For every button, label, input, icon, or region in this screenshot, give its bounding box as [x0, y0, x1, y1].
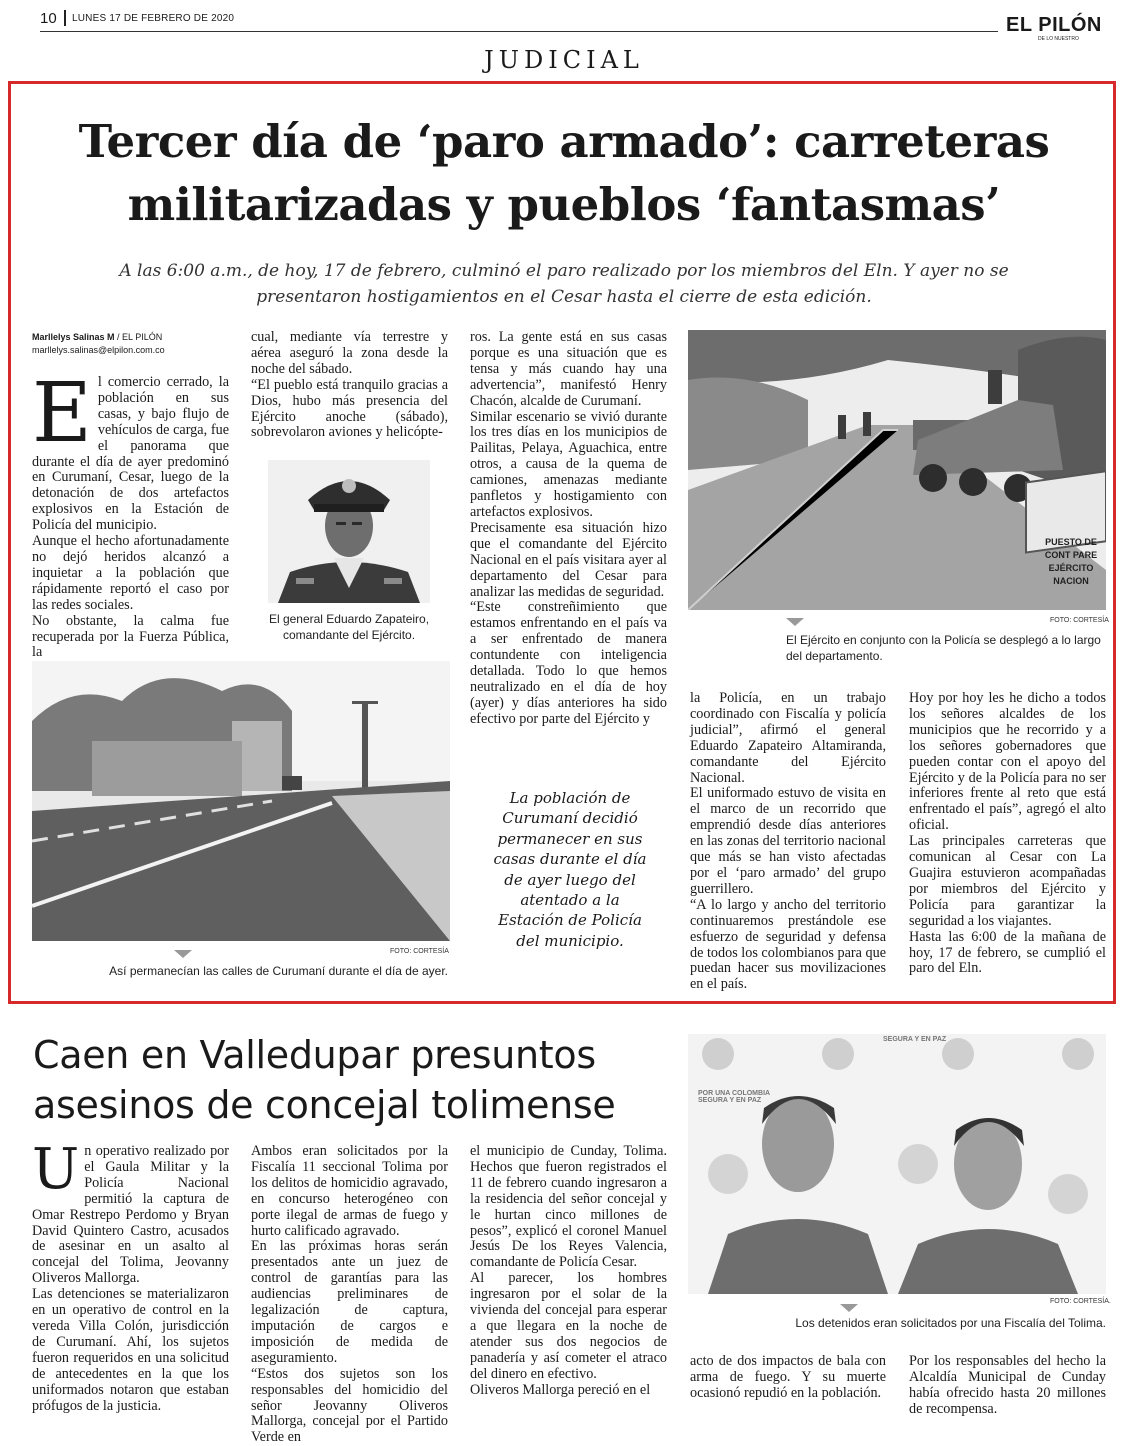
paragraph: Por los responsables del hecho la Alcaldía Municipal de Cunday había ofrecido hasta 20 millones de recompensa. — [909, 1353, 1106, 1417]
newspaper-logo: EL PILÓN — [1006, 14, 1102, 36]
paragraph: la Policía, en un trabajo coordinado con Fiscalía y policía judicial”, afirmó el general Eduardo Zapateiro Altamiranda, comandante del Ejército Nacional. — [690, 690, 886, 786]
article2-column-4 — [690, 1354, 886, 1402]
byline-name: Marllelys Salinas M — [32, 332, 115, 342]
paragraph: “El pueblo está tranquilo gracias a Dios, hubo más presencia del Ejército anoche (sábado), sobrevolaron aviones y helicópte- — [251, 376, 448, 441]
paragraph: el municipio de Cunday, Tolima. Hechos que fueron registrados el 11 de febrero cuando ingresaron a la residencia del señor concejal y le hurtan cinco millones de pesos”, explicó el coronel Manuel Jesús De los Reyes Valencia, comandante de Policía Cesar. — [470, 1143, 667, 1271]
paragraph: “A lo largo y ancho del territorio continuaremos prestándole ese esfuerzo de seguridad y defensa de todos los colombianos para que puedan hacer sus movilizaciones en el país. — [690, 896, 886, 993]
byline-outlet: / EL PILÓN — [114, 332, 163, 342]
detainees-illustration — [688, 1034, 1106, 1294]
military-photo-caption: El Ejército en conjunto con la Policía se desplegó a lo largo del departamento. — [786, 633, 1101, 663]
dropcap: E — [32, 366, 92, 461]
general-portrait-illustration — [268, 460, 430, 603]
byline-email: marllelys.salinas@elpilon.com.co — [32, 345, 165, 355]
paragraph: Las detenciones se materializaron en un operativo de control en la vereda Villa Colón, jurisdicción de Curumaní. Ahí, los sujetos fueron requeridos en una solicitud de antecedentes en la que los uniformados notaron que estaban prófugos de la justicia. — [32, 1286, 229, 1414]
paragraph: Similar escenario se vivió durante los tres días en los municipios de Pailitas, Pelaya, Aguachica, entre otros, a causa de la quema de camiones, amenazas mediante panfletos y hostigamiento con artefactos explosivos. — [470, 408, 667, 520]
street-scene-illustration — [32, 661, 450, 941]
photo-credit: FOTO: CORTESÍA. — [1050, 1298, 1111, 1305]
article2-column-5 — [909, 1354, 1106, 1418]
paragraph: Las principales carreteras que comunican al Cesar con La Guajira estuvieron acompañadas por miembros del Ejército y Policía para garantizar la seguridad a los viajantes. — [909, 833, 1106, 929]
pull-quote: La población de Curumaní decidió permanecer en sus casas durante el día de ayer luego del atentado a la Estación de Policía del municipio. — [493, 789, 647, 950]
article2-headline — [33, 1030, 673, 1130]
dropcap: U — [32, 1137, 80, 1202]
headline-line-1: Caen en Valledupar presuntos — [33, 1033, 596, 1077]
page-number: 10 — [40, 10, 57, 27]
article1-column-5 — [909, 691, 1106, 977]
newspaper-tagline: DE LO NUESTRO — [1038, 36, 1079, 42]
photo-credit: FOTO: CORTESÍA — [1050, 617, 1109, 624]
paragraph: ros. La gente está en sus casas porque es una situación que es tensa y más cuando hay una advertencia”, manifestó Henry Chacón, alcalde de Curumaní. — [470, 329, 667, 409]
paragraph: “Este constreñimiento que estamos enfrentando en el país va a ser enfrentado de manera contundente con inteligencia detallada. Todo lo que hemos neutralizado en el día de hoy (ayer) y días anteriores ha sido efectivo por parte del Ejército y — [470, 599, 667, 727]
paragraph: No obstante, la calma fue recuperada por la Fuerza Pública, la — [32, 612, 229, 661]
article1-deck — [40, 258, 1088, 310]
article1-column-3 — [470, 330, 667, 728]
paragraph: l comercio cerrado, la población en sus casas, y bajo flujo de vehículos de carga, fue el panorama que durante el día de ayer predominó en Curumaní, Cesar, luego de la detonación de dos artefactos explosivos en la Estación de Policía del municipio. — [32, 374, 229, 534]
general-photo-caption: El general Eduardo Zapateiro, comandante del Ejército. — [268, 612, 430, 642]
article1-headline — [20, 110, 1108, 236]
paragraph: Oliveros Mallorga pereció en el — [470, 1381, 651, 1398]
paragraph: El uniformado estuvo de visita en el marco de un recorrido que emprendió desde días anteriores en las zonas del territorio nacional que más se han visto afectadas por el ‘paro armado’ del grupo guerrillero. — [690, 785, 886, 897]
curumani-street-photo — [32, 661, 450, 941]
military-road-photo — [688, 330, 1106, 610]
headline-line-2: militarizadas y pueblos ‘fantasmas’ — [127, 178, 1001, 231]
deck-line-2: presentaron hostigamientos en el Cesar hasta el cierre de esta edición. — [256, 287, 872, 307]
backdrop-text: SEGURA Y EN PAZ — [883, 1036, 947, 1043]
paragraph: Precisamente esa situación hizo que el comandante del Ejército Nacional en el país visitara ayer al departamento del Cesar para analizar las medidas de seguridad. — [470, 519, 667, 600]
photo-credit: FOTO: CORTESÍA — [390, 948, 449, 955]
headline-line-2: asesinos de concejal tolimense — [33, 1083, 616, 1127]
article2-column-2 — [251, 1144, 448, 1446]
headline-line-1: Tercer día de ‘paro armado’: carreteras — [78, 115, 1050, 168]
paragraph: Al parecer, los hombres ingresaron por el solar de la vivienda del concejal para esperar a que llegara en la noche de atender sus dos negocios de panadería y así cometer el atraco del dinero en efectivo. — [470, 1270, 667, 1382]
issue-date: LUNES 17 DE FEBRERO DE 2020 — [72, 13, 235, 24]
checkpoint-sign: PUESTO DE CONT PARE EJÉRCITO NACION — [1044, 537, 1098, 586]
caption-arrow-icon — [786, 618, 804, 626]
header-rule — [40, 31, 998, 32]
paragraph: Aunque el hecho afortunadamente no dejó heridos alcanzó a inquietar a la población que rápidamente reportó el caso por las redes sociales. — [32, 533, 229, 613]
backdrop-text: POR UNA COLOMBIA SEGURA Y EN PAZ — [698, 1090, 770, 1104]
street-photo-caption: Así permanecían las calles de Curumaní durante el día de ayer. — [109, 964, 448, 978]
article1-column-2 — [251, 330, 448, 441]
paragraph: acto de dos impactos de bala con arma de fuego. Y su muerte ocasionó repudió en la población. — [690, 1353, 886, 1401]
paragraph: n operativo realizado por el Gaula Militar y la Policía Nacional permitió la captura de Omar Restrepo Perdomo y Bryan David Quintero Castro, acusados de asesinar en un asalto al concejal del Tolima, Jeovanny Oliveros Mallorga. — [32, 1143, 229, 1287]
paragraph: Hoy por hoy les he dicho a todos los señores alcaldes de los municipios que he recorrido y a los señores gobernadores que pueden contar con el apoyo del Ejército y de la Policía para no ser inferiores frente al reto que está enfrentado el país”, agregó el alto oficial. — [909, 690, 1106, 834]
detainees-photo-caption: Los detenidos eran solicitados por una Fiscalía del Tolima. — [795, 1316, 1106, 1330]
article1-column-4 — [690, 691, 886, 993]
deck-line-1: A las 6:00 a.m., de hoy, 17 de febrero, culminó el paro realizado por los miembros del Eln. Y ayer no se — [119, 261, 1009, 281]
article2-column-3 — [470, 1144, 667, 1399]
paragraph: En las próximas horas serán presentados ante un juez de control de garantías para las audiencias preliminares de legalización de captura, imputación de cargos e imposición de medida de aseguramiento. — [251, 1238, 448, 1366]
general-portrait-photo — [268, 460, 430, 603]
paragraph: cual, mediante vía terrestre y aérea aseguró la zona desde la noche del sábado. — [251, 329, 448, 377]
detainees-photo — [688, 1034, 1106, 1294]
header-divider — [64, 10, 66, 26]
byline — [32, 331, 232, 357]
article1-column-1 — [32, 366, 229, 661]
paragraph: “Estos dos sujetos son los responsables del homicidio del señor Jeovanny Oliveros Mallorga, concejal por el Partido Verde en — [251, 1365, 448, 1446]
caption-arrow-icon — [840, 1304, 858, 1312]
paragraph: Hasta las 6:00 de la mañana de hoy, 17 de febrero, se cumplió el paro del Eln. — [909, 928, 1106, 977]
paragraph: Ambos eran solicitados por la Fiscalía 11 seccional Tolima por los delitos de homicidio agravado, en concurso heterogéneo con porte ilegal de armas de fuego y hurto calificado agravado. — [251, 1143, 448, 1239]
article2-column-1 — [32, 1137, 229, 1414]
section-title: JUDICIAL — [484, 46, 644, 74]
caption-arrow-icon — [174, 950, 192, 958]
